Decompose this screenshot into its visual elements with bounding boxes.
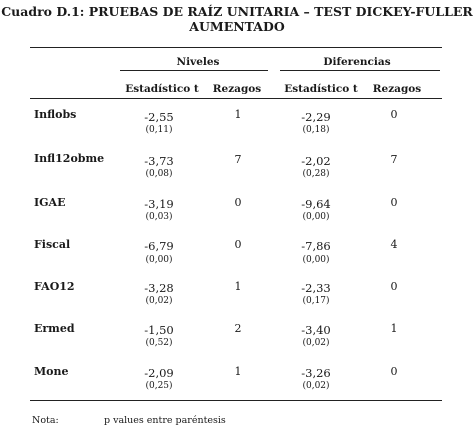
dif-pvalue: (0,28) — [302, 169, 330, 179]
diferencias-underline — [280, 70, 440, 71]
top-rule — [30, 47, 442, 48]
dif-stat: -2,33 — [301, 281, 331, 295]
lvl-pvalue: (0,52) — [145, 338, 173, 348]
row-label: Inflobs — [34, 108, 77, 121]
lvl-stat: -3,28 — [144, 281, 174, 295]
table-title-line1: Cuadro D.1: PRUEBAS DE RAÍZ UNITARIA – TEST DICKEY-FULLER — [1, 4, 473, 19]
table-title — [0, 4, 474, 34]
lvl-stat: -1,50 — [144, 323, 174, 337]
dif-lag: 0 — [390, 365, 398, 378]
dif-pvalue: (0,18) — [302, 125, 330, 135]
dif-lag: 7 — [390, 153, 398, 166]
row-label: Infl12obme — [34, 152, 105, 165]
dif-stat: -9,64 — [301, 197, 331, 211]
dif-pvalue: (0,00) — [302, 212, 330, 222]
dif-lag: 1 — [390, 322, 398, 335]
dif-lag: 4 — [390, 238, 398, 251]
lvl-lag: 0 — [234, 196, 242, 209]
subheader-dif-stat: Estadístico t — [284, 83, 358, 95]
dif-stat: -3,26 — [301, 366, 331, 380]
lvl-pvalue: (0,08) — [145, 169, 173, 179]
lvl-lag: 2 — [234, 322, 242, 335]
dif-stat: -2,02 — [301, 154, 331, 168]
row-label: IGAE — [34, 196, 66, 209]
dif-pvalue: (0,00) — [302, 255, 330, 265]
dif-lag: 0 — [390, 196, 398, 209]
lvl-stat: -2,09 — [144, 366, 174, 380]
lvl-lag: 1 — [234, 108, 242, 121]
lvl-pvalue: (0,25) — [145, 381, 173, 391]
niveles-underline — [120, 70, 268, 71]
lvl-lag: 7 — [234, 153, 242, 166]
dif-pvalue: (0,17) — [302, 296, 330, 306]
subheader-dif-lag: Rezagos — [372, 83, 422, 95]
lvl-lag: 0 — [234, 238, 242, 251]
dif-stat: -7,86 — [301, 239, 331, 253]
lvl-pvalue: (0,00) — [145, 255, 173, 265]
dif-lag: 0 — [390, 280, 398, 293]
dif-stat: -2,29 — [301, 110, 331, 124]
subheader-lvl-stat: Estadístico t — [125, 83, 199, 95]
lvl-stat: -3,19 — [144, 197, 174, 211]
dif-lag: 0 — [390, 108, 398, 121]
lvl-stat: -2,55 — [144, 110, 174, 124]
row-label: FAO12 — [34, 280, 75, 293]
note-text: p values entre paréntesis — [104, 415, 226, 426]
group-header-diferencias: Diferencias — [323, 56, 391, 68]
lvl-pvalue: (0,11) — [145, 125, 173, 135]
dif-pvalue: (0,02) — [302, 381, 330, 391]
subheader-lvl-lag: Rezagos — [212, 83, 262, 95]
lvl-pvalue: (0,03) — [145, 212, 173, 222]
lvl-pvalue: (0,02) — [145, 296, 173, 306]
lvl-lag: 1 — [234, 365, 242, 378]
dif-stat: -3,40 — [301, 323, 331, 337]
table-title-line2: AUMENTADO — [189, 19, 285, 34]
dif-pvalue: (0,02) — [302, 338, 330, 348]
group-header-niveles: Niveles — [176, 56, 220, 68]
header-bottom-rule — [30, 98, 442, 99]
lvl-stat: -3,73 — [144, 154, 174, 168]
row-label: Fiscal — [34, 238, 71, 251]
lvl-stat: -6,79 — [144, 239, 174, 253]
lvl-lag: 1 — [234, 280, 242, 293]
bottom-rule — [30, 400, 442, 401]
note-label: Nota: — [32, 415, 59, 426]
row-label: Mone — [34, 365, 69, 378]
row-label: Ermed — [34, 322, 75, 335]
